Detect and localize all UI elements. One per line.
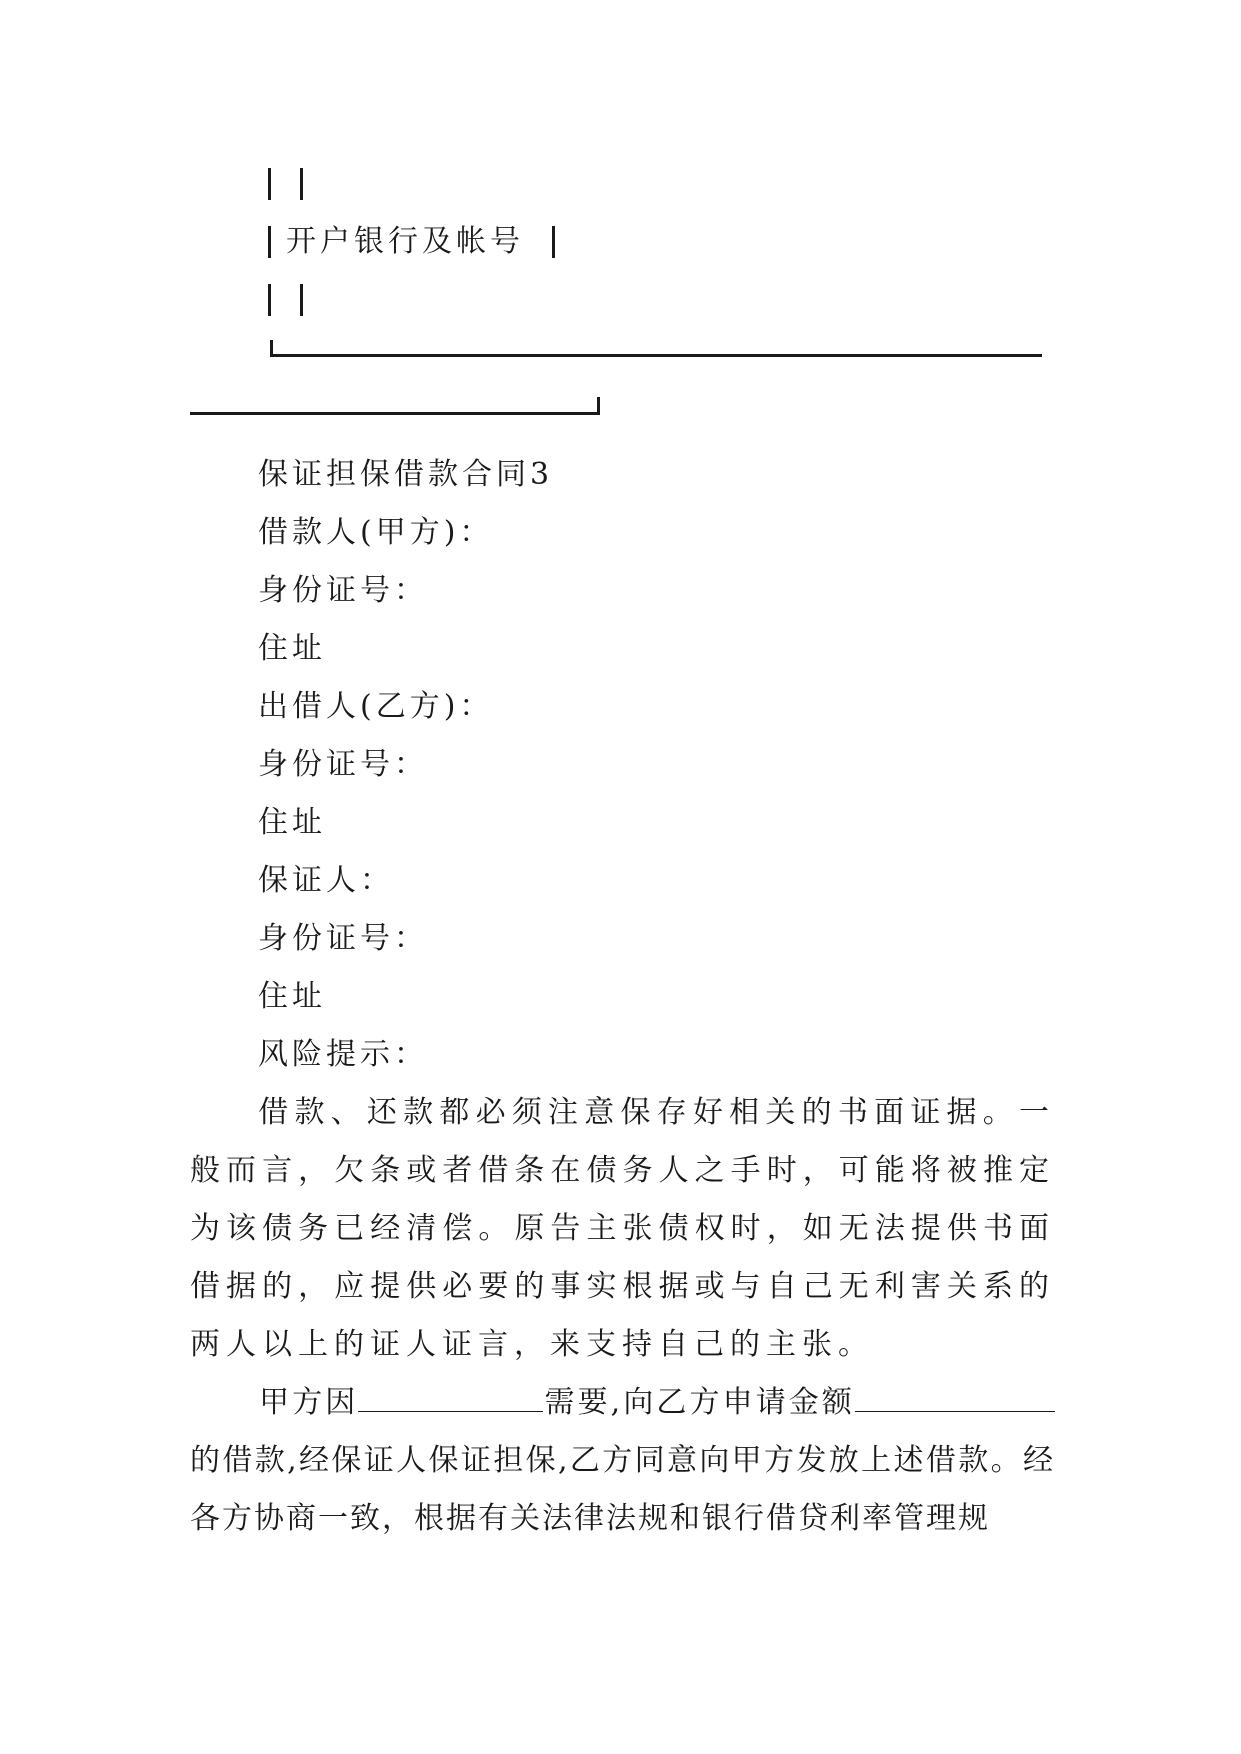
- table-border-bottom-2: [190, 412, 598, 415]
- field-lender: 出借人(乙方)：: [258, 689, 494, 724]
- field-lender-address: 住址: [258, 805, 326, 840]
- table-border-bottom-1: [270, 354, 1042, 357]
- field-lender-id: 身份证号：: [258, 747, 428, 782]
- field-guarantor-address: 住址: [258, 979, 326, 1014]
- field-borrower: 借款人(甲方)：: [258, 515, 494, 550]
- bank-account-label: 开户银行及帐号: [286, 224, 524, 259]
- clause-part3: 的借款,经保证人保证担保,乙方同意向甲方发放上述借款。经各方协商一致，根据有关法律法规和银行借贷利率管理规: [190, 1443, 1055, 1536]
- contract-title: 保证担保借款合同3: [258, 457, 554, 492]
- table-border-right-mid: [552, 226, 555, 258]
- table-border-inner-low: [300, 284, 303, 316]
- field-borrower-address: 住址: [258, 631, 326, 666]
- purpose-blank: [358, 1381, 543, 1412]
- table-border-inner-top: [300, 168, 303, 200]
- table-corner-bottom-right: [597, 397, 600, 415]
- amount-blank: [855, 1381, 1055, 1412]
- clause-part1: 甲方因: [258, 1385, 359, 1420]
- table-border-left-low: [268, 284, 271, 316]
- field-borrower-id: 身份证号：: [258, 573, 428, 608]
- clause-part2: 需要,向乙方申请金额: [543, 1385, 855, 1420]
- risk-paragraph: [190, 1084, 1055, 1374]
- field-guarantor-id: 身份证号：: [258, 921, 428, 956]
- field-guarantor: 保证人：: [258, 863, 394, 898]
- table-border-left-mid: [268, 226, 271, 258]
- table-border-left-top: [268, 168, 271, 200]
- risk-heading: 风险提示：: [258, 1037, 428, 1072]
- clause-paragraph: [190, 1374, 1055, 1548]
- risk-paragraph-text: 借款、还款都必须注意保存好相关的书面证据。一般而言，欠条或者借条在债务人之手时，可能将被推定为该债务已经清偿。原告主张债权时，如无法提供书面借据的，应提供必要的事实根据或与自己无利害关系的两人以上的证人证言，来支持自己的主张。: [190, 1095, 1055, 1362]
